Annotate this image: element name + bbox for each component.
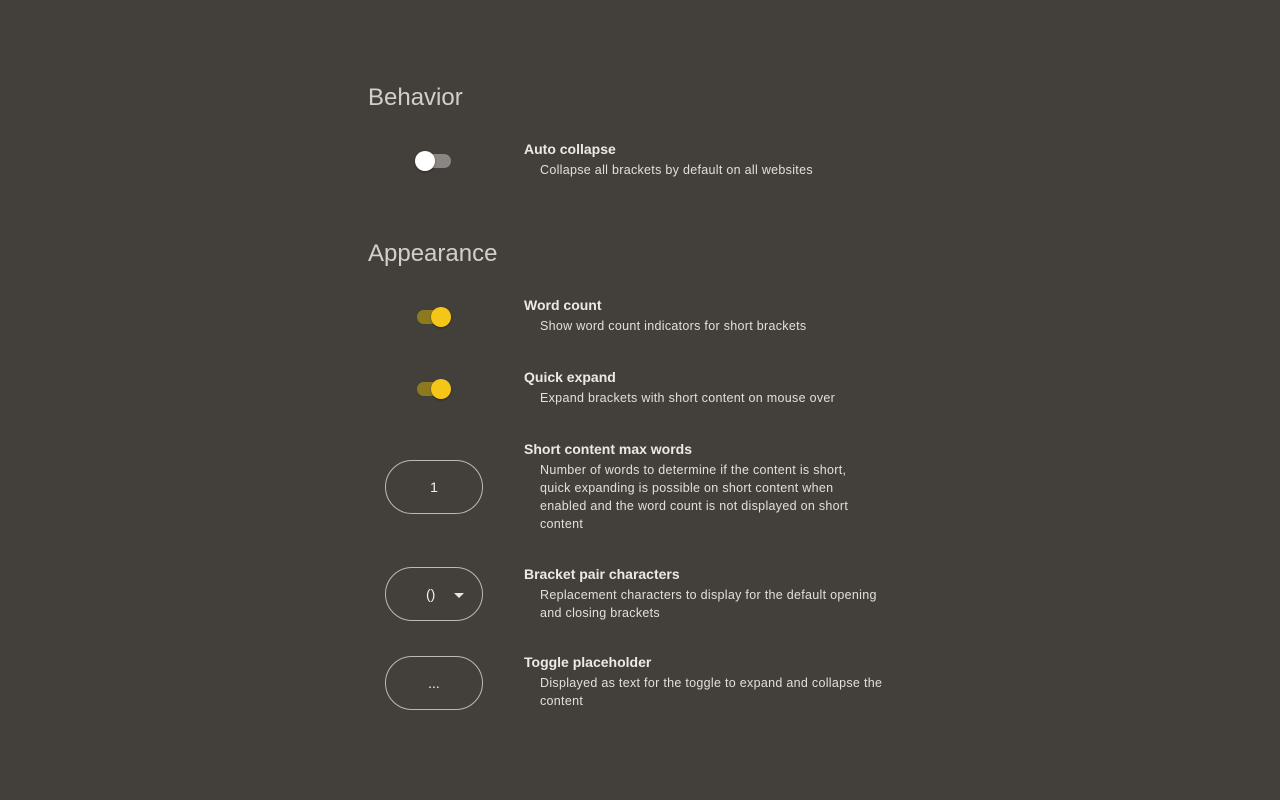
toggle-placeholder-control	[384, 655, 484, 711]
quick-expand-text	[524, 368, 904, 407]
auto-collapse-description: Collapse all brackets by default on all websites	[540, 163, 813, 177]
quick-expand-description: Expand brackets with short content on mouse over	[540, 391, 836, 405]
bracket-pair-characters-description: Replacement characters to display for the default opening and closing brackets	[540, 588, 877, 620]
caret-down-icon	[454, 593, 464, 598]
word-count-toggle[interactable]	[417, 310, 451, 324]
auto-collapse-toggle[interactable]	[417, 154, 451, 168]
short-content-max-words-description: Number of words to determine if the content is short, quick expanding is possible on short content when enabled and the word count is not displayed on short content	[540, 463, 849, 531]
short-content-max-words-control	[384, 459, 484, 515]
toggle-placeholder-input[interactable]: ...	[385, 656, 483, 710]
auto-collapse-text	[524, 140, 904, 179]
bracket-pair-characters-text	[524, 565, 904, 622]
word-count-control	[384, 308, 484, 326]
section-title-appearance: Appearance	[368, 240, 498, 267]
quick-expand-control	[384, 380, 484, 398]
quick-expand-toggle[interactable]	[417, 382, 451, 396]
bracket-pair-characters-select[interactable]	[385, 567, 483, 621]
auto-collapse-label: Auto collapse	[524, 141, 616, 157]
bracket-pair-characters-value: ()	[426, 586, 436, 602]
toggle-placeholder-text	[524, 653, 904, 710]
short-content-max-words-text	[524, 440, 904, 533]
toggle-knob	[431, 307, 451, 327]
toggle-knob	[431, 379, 451, 399]
auto-collapse-control	[384, 152, 484, 170]
section-title-behavior: Behavior	[368, 84, 463, 111]
word-count-description: Show word count indicators for short brackets	[540, 319, 807, 333]
short-content-max-words-label: Short content max words	[524, 441, 693, 457]
toggle-knob	[415, 151, 435, 171]
toggle-placeholder-description: Displayed as text for the toggle to expand and collapse the content	[540, 676, 883, 708]
quick-expand-label: Quick expand	[524, 369, 616, 385]
word-count-text	[524, 296, 904, 335]
word-count-label: Word count	[524, 297, 602, 313]
bracket-pair-characters-control	[384, 566, 484, 622]
short-content-max-words-input[interactable]: 1	[385, 460, 483, 514]
bracket-pair-characters-label: Bracket pair characters	[524, 566, 680, 582]
toggle-placeholder-label: Toggle placeholder	[524, 654, 652, 670]
